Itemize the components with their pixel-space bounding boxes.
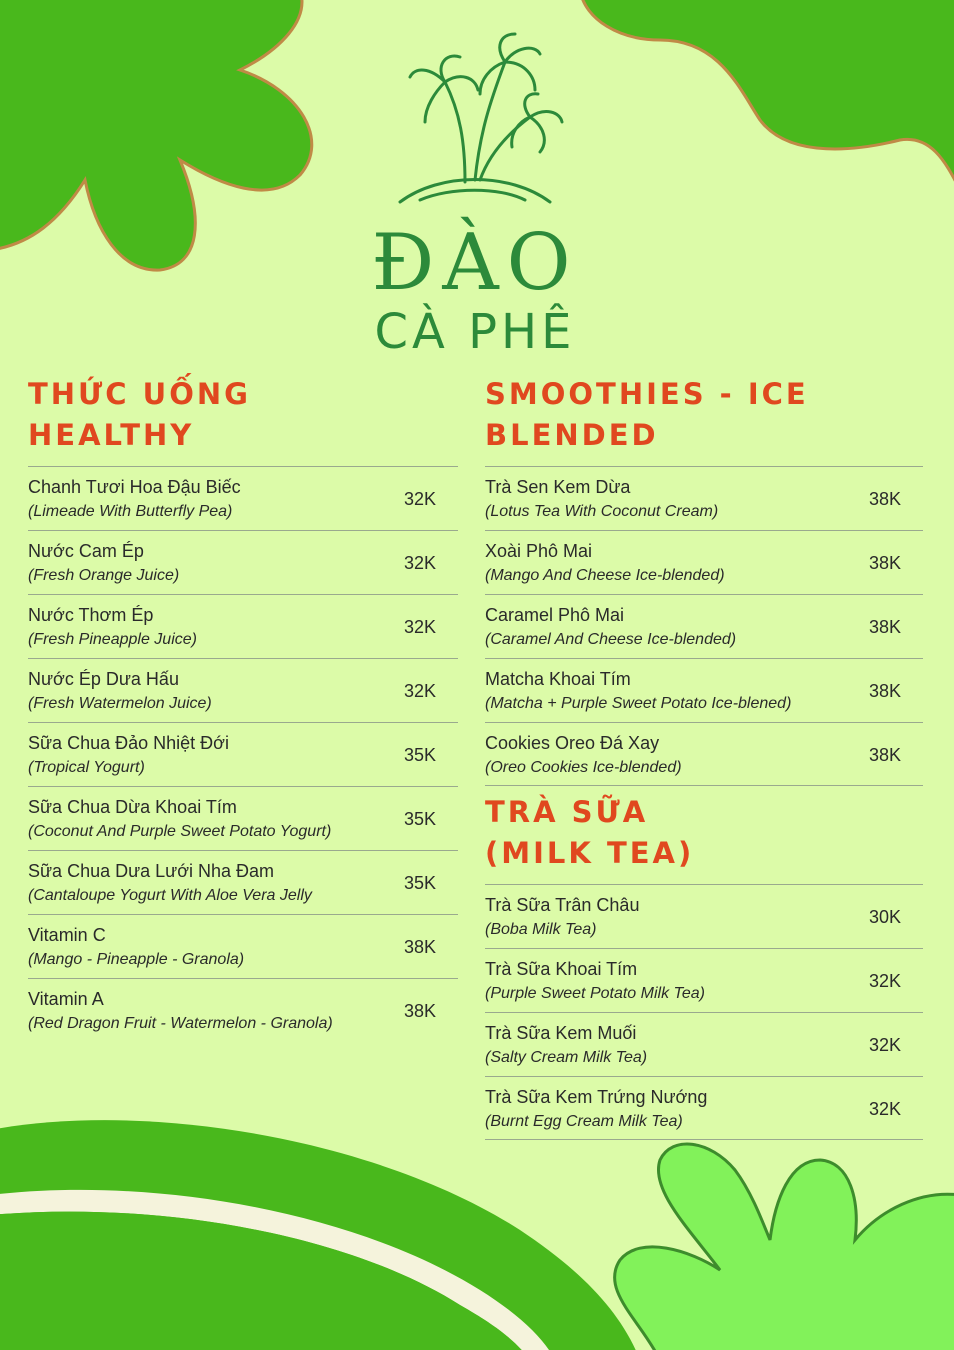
item-name: Trà Sen Kem Dừa (485, 477, 631, 497)
menu-item (28, 722, 458, 786)
item-price: 38K (868, 681, 901, 701)
item-description: (Fresh Pineapple Juice) (28, 631, 197, 648)
item-name: Trà Sữa Trân Châu (485, 895, 640, 915)
item-description: (Lotus Tea With Coconut Cream) (485, 503, 719, 520)
item-price: 38K (868, 617, 901, 637)
brand-logo (340, 22, 610, 360)
item-name: Cookies Oreo Đá Xay (485, 733, 660, 753)
menu-item (485, 658, 923, 722)
item-description: (Oreo Cookies Ice-blended) (485, 759, 682, 776)
section-title-healthy: THỨC UỐNG HEALTHY (28, 377, 251, 452)
item-price: 32K (403, 489, 436, 509)
item-name: Trà Sữa Kem Trứng Nướng (485, 1087, 708, 1107)
item-price: 35K (403, 873, 436, 893)
item-description: (Purple Sweet Potato Milk Tea) (485, 985, 705, 1002)
item-description: (Fresh Watermelon Juice) (28, 695, 212, 712)
item-description: (Coconut And Purple Sweet Potato Yogurt) (28, 823, 332, 840)
item-price: 30K (868, 907, 901, 927)
bottom-right-flower-shape (615, 1144, 954, 1350)
item-name: Nước Thơm Ép (28, 605, 154, 625)
menu-item (28, 914, 458, 978)
menu-item (485, 530, 923, 594)
item-name: Trà Sữa Khoai Tím (485, 959, 638, 979)
item-price: 32K (868, 1099, 901, 1119)
item-price: 35K (403, 745, 436, 765)
item-description: (Salty Cream Milk Tea) (485, 1049, 648, 1066)
menu-item (485, 884, 923, 948)
item-name: Caramel Phô Mai (485, 605, 625, 625)
item-name: Vitamin C (28, 925, 106, 945)
menu-item (485, 722, 923, 786)
item-price: 38K (403, 1001, 436, 1021)
item-price: 32K (403, 617, 436, 637)
item-description: (Tropical Yogurt) (28, 759, 145, 776)
menu-item (485, 1012, 923, 1076)
menu-item (28, 530, 458, 594)
item-price: 35K (403, 809, 436, 829)
section-title-milk-tea: TRÀ SỮA (MILK TEA) (485, 795, 695, 870)
item-description: (Burnt Egg Cream Milk Tea) (485, 1113, 683, 1130)
item-price: 32K (868, 1035, 901, 1055)
item-description: (Limeade With Butterfly Pea) (28, 503, 233, 520)
top-right-blob-shape (580, 0, 954, 190)
item-name: Matcha Khoai Tím (485, 669, 631, 689)
item-name: Nước Cam Ép (28, 541, 144, 561)
item-price: 38K (403, 937, 436, 957)
item-description: (Red Dragon Fruit - Watermelon - Granola) (28, 1015, 333, 1032)
item-name: Sữa Chua Dưa Lưới Nha Đam (28, 861, 275, 881)
item-name: Vitamin A (28, 989, 104, 1009)
item-description: (Mango And Cheese Ice-blended) (485, 567, 725, 584)
menu-item (485, 948, 923, 1012)
item-price: 38K (868, 745, 901, 765)
item-name: Trà Sữa Kem Muối (485, 1023, 637, 1043)
top-left-flower-shape (0, 0, 312, 270)
menu-item (485, 466, 923, 530)
item-price: 32K (403, 681, 436, 701)
menu-item (28, 786, 458, 850)
menu-item (28, 850, 458, 914)
item-description: (Caramel And Cheese Ice-blended) (485, 631, 737, 648)
item-name: Sữa Chua Dừa Khoai Tím (28, 797, 237, 817)
item-price: 32K (868, 971, 901, 991)
bottom-stripes-shape (0, 1120, 640, 1350)
item-price: 32K (403, 553, 436, 573)
item-description: (Boba Milk Tea) (485, 921, 597, 938)
item-description: (Matcha + Purple Sweet Potato Ice-blened) (485, 695, 792, 712)
item-description: (Cantaloupe Yogurt With Aloe Vera Jelly (28, 887, 312, 904)
menu-item (485, 594, 923, 658)
section-title-smoothies: SMOOTHIES - ICE BLENDED (485, 377, 809, 452)
item-name: Xoài Phô Mai (485, 541, 593, 561)
menu-item (28, 658, 458, 722)
brand-name-top: ĐÀO (371, 218, 579, 308)
brand-name-bottom: CÀ PHÊ (374, 304, 576, 360)
menu-column-left (28, 372, 466, 1042)
menu-item (485, 1076, 923, 1140)
menu-item (28, 466, 458, 530)
item-name: Nước Ép Dưa Hấu (28, 669, 179, 689)
menu-item (28, 978, 458, 1042)
item-name: Chanh Tươi Hoa Đậu Biếc (28, 477, 241, 497)
palm-island-icon (340, 22, 610, 222)
item-price: 38K (868, 553, 901, 573)
item-description: (Fresh Orange Juice) (28, 567, 180, 584)
menu-column-right (485, 372, 923, 1140)
item-description: (Mango - Pineapple - Granola) (28, 951, 245, 968)
item-price: 38K (868, 489, 901, 509)
menu-item (28, 594, 458, 658)
item-name: Sữa Chua Đảo Nhiệt Đới (28, 733, 229, 753)
